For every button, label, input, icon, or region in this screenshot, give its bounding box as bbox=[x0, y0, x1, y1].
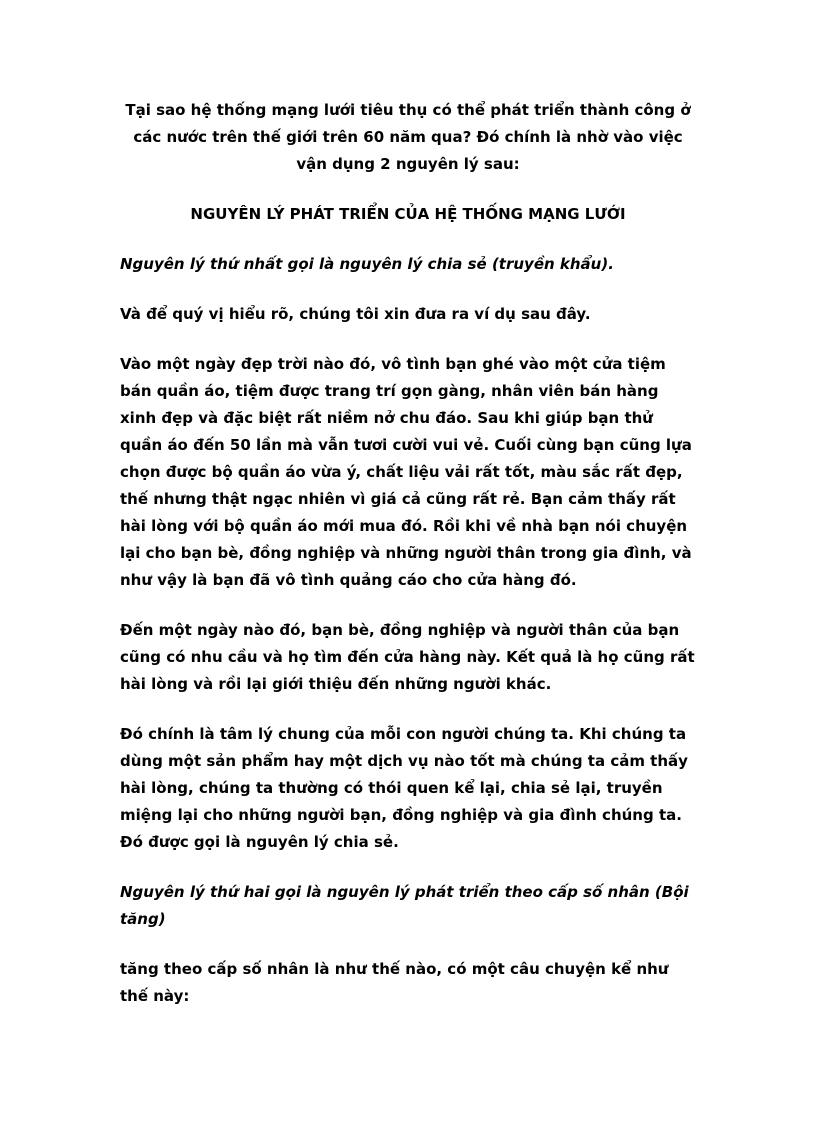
story-paragraph-2: Đến một ngày nào đó, bạn bè, đồng nghiệp và người thân của bạn cũng có nhu cầu và họ tìm đến cửa hàng này. Kết quả là họ cũng rất hài lòng và rồi lại giới thiệu đến những người khác. bbox=[120, 621, 695, 693]
story-paragraph-4: tăng theo cấp số nhân là như thế nào, có một câu chuyện kể như thế này: bbox=[120, 960, 669, 1005]
story-paragraph-1: Vào một ngày đẹp trời nào đó, vô tình bạn ghé vào một cửa tiệm bán quần áo, tiệm được trang trí gọn gàng, nhân viên bán hàng xinh đẹp và đặc biệt rất niềm nở chu đáo. Sau khi giúp bạn thử quần áo đến 50 lần mà vẫn tươi cười vui vẻ. Cuối cùng bạn cũng lựa chọn được bộ quần áo vừa ý, chất liệu vải rất tốt, màu sắc rất đẹp, thế nhưng thật ngạc nhiên vì giá cả cũng rất rẻ. Bạn cảm thấy rất hài lòng với bộ quần áo mới mua đó. Rồi khi về nhà bạn nói chuyện lại cho bạn bè, đồng nghiệp và những người thân trong gia đình, và như vậy là bạn đã vô tình quảng cáo cho cửa hàng đó. bbox=[120, 355, 692, 589]
story-paragraph-3: Đó chính là tâm lý chung của mỗi con người chúng ta. Khi chúng ta dùng một sản phẩm hay một dịch vụ nào tốt mà chúng ta cảm thấy hài lòng, chúng ta thường có thói quen kể lại, chia sẻ lại, truyền miệng lại cho những người bạn, đồng nghiệp và gia đình chúng ta. Đó được gọi là nguyên lý chia sẻ. bbox=[120, 725, 688, 851]
intro-paragraph: Tại sao hệ thống mạng lưới tiêu thụ có thể phát triển thành công ở các nước trên thế giới trên 60 năm qua? Đó chính là nhờ vào việc vận dụng 2 nguyên lý sau: bbox=[125, 101, 691, 173]
section-heading: NGUYÊN LÝ PHÁT TRIỂN CỦA HỆ THỐNG MẠNG LƯỚI bbox=[190, 205, 626, 223]
principle-2-title: Nguyên lý thứ hai gọi là nguyên lý phát triển theo cấp số nhân (Bội tăng) bbox=[120, 883, 689, 928]
example-intro: Và để quý vị hiểu rõ, chúng tôi xin đưa ra ví dụ sau đây. bbox=[120, 305, 591, 323]
principle-1-title: Nguyên lý thứ nhất gọi là nguyên lý chia sẻ (truyền khẩu). bbox=[120, 255, 614, 273]
